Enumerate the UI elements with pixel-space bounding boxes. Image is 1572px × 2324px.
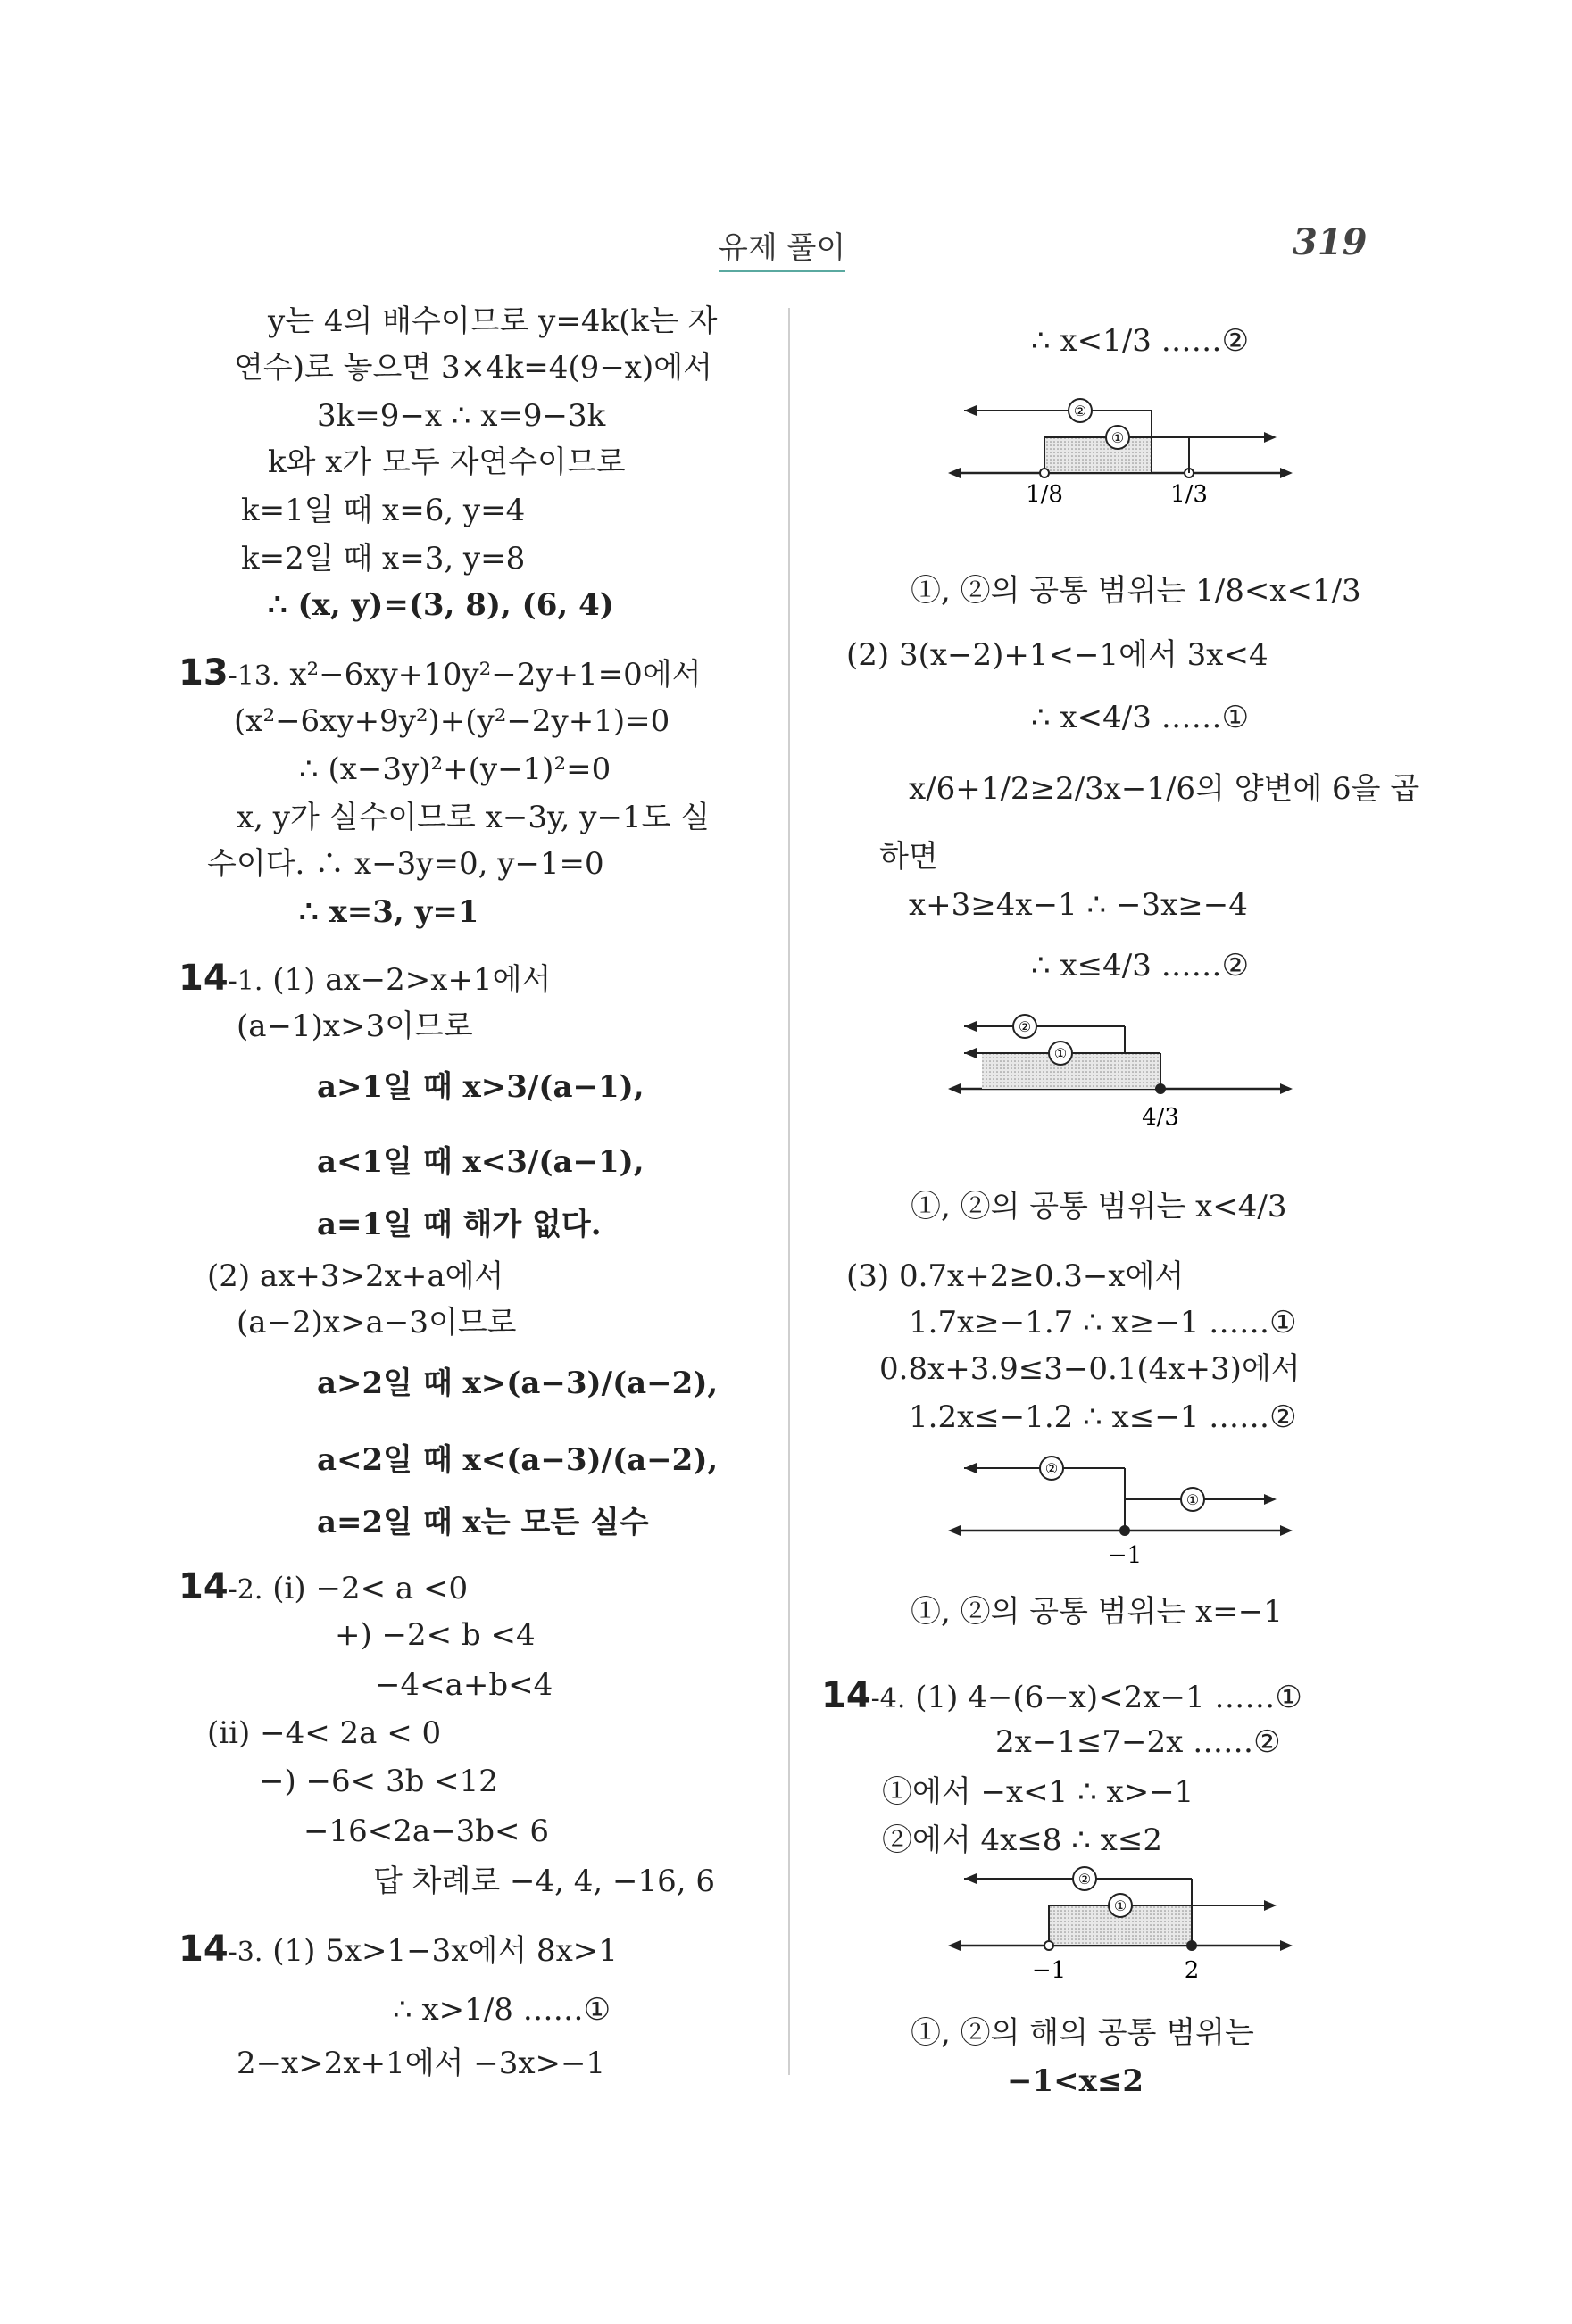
problem-subnumber: -4. [870, 1683, 906, 1714]
problem-subnumber: -3. [228, 1937, 263, 1968]
right-text-line [882, 1772, 1194, 1812]
line-text: 2−x>2x+1에서 −3x>−1 [237, 2046, 606, 2081]
svg-text:②: ② [1077, 1871, 1092, 1888]
left-text-line [179, 959, 551, 1001]
left-text-line [241, 539, 525, 578]
left-text-line [179, 1567, 468, 1610]
line-text: −1<x≤2 [1007, 2063, 1144, 2099]
line-text: a=2일 때 x는 모든 실수 [317, 1505, 649, 1540]
svg-text:②: ② [1073, 403, 1087, 419]
svg-text:①: ① [1185, 1491, 1200, 1508]
problem-number: 14 [179, 958, 229, 999]
left-text-line [317, 1503, 649, 1542]
line-text: 1.2x≤−1.2 ∴ x≤−1 ……② [909, 1399, 1297, 1435]
number-line-1 [946, 384, 1303, 544]
line-text: (2) 3(x−2)+1<−1에서 3x<4 [846, 637, 1268, 673]
line-text: y는 4의 배수이므로 y=4k(k는 자 [268, 303, 718, 339]
tick-label: −1 [1031, 1957, 1067, 1984]
left-text-line [237, 1303, 517, 1342]
right-text-line [909, 769, 1419, 809]
line-text: (1) 5x>1−3x에서 8x>1 [262, 1933, 618, 1969]
right-text-line [882, 1821, 1162, 1860]
line-text: a>2일 때 x>(a−3)/(a−2), [317, 1365, 719, 1401]
line-text: 수이다. ∴ x−3y=0, y−1=0 [207, 846, 604, 882]
tick-label: 1/8 [1026, 481, 1063, 508]
right-text-line [911, 2013, 1254, 2053]
svg-text:①: ① [1110, 429, 1125, 446]
line-text: ①, ②의 공통 범위는 x=−1 [911, 1594, 1283, 1630]
right-text-line [909, 1398, 1297, 1437]
line-text: 3k=9−x ∴ x=9−3k [317, 398, 606, 434]
tick-label: −1 [1107, 1542, 1143, 1569]
line-text: x, y가 실수이므로 x−3y, y−1도 실 [237, 800, 711, 835]
left-text-line [335, 1615, 536, 1655]
line-text: 하면 [879, 839, 938, 875]
tick-label: 1/3 [1170, 481, 1208, 508]
problem-number: 13 [179, 652, 229, 693]
line-text: (a−1)x>3이므로 [237, 1008, 473, 1044]
right-text-line [1007, 2062, 1144, 2101]
problem-number: 14 [821, 1675, 871, 1716]
line-text: a<2일 때 x<(a−3)/(a−2), [317, 1442, 719, 1478]
left-text-line [241, 491, 525, 530]
right-text-line [846, 1257, 1184, 1296]
left-text-line [317, 1364, 718, 1403]
left-text-line [317, 396, 605, 436]
column-divider [788, 308, 790, 2075]
line-text: x²−6xy+10y²−2y+1=0에서 [279, 657, 702, 693]
right-text-line [909, 1303, 1297, 1342]
line-text: k=2일 때 x=3, y=8 [241, 541, 526, 577]
left-text-line [207, 1714, 441, 1753]
problem-subnumber: -13. [228, 660, 280, 692]
problem-number: 14 [179, 1929, 229, 1970]
line-text: 답 차례로 −4, 4, −16, 6 [373, 1863, 715, 1899]
number-line-2 [946, 1000, 1303, 1160]
left-text-line [299, 892, 478, 932]
left-text-line [317, 1440, 718, 1480]
left-text-line [179, 1930, 618, 1972]
left-text-line [207, 844, 604, 884]
line-text: 1.7x≥−1.7 ∴ x≥−1 ……① [909, 1305, 1297, 1340]
right-text-line [1031, 946, 1249, 985]
line-text: (a−2)x>a−3이므로 [237, 1305, 517, 1340]
line-text: (1) 4−(6−x)<2x−1 ……① [905, 1680, 1302, 1715]
svg-text:②: ② [1044, 1460, 1059, 1477]
line-text: x/6+1/2≥2/3x−1/6의 양변에 6을 곱 [909, 771, 1420, 807]
line-text: k=1일 때 x=6, y=4 [241, 493, 526, 528]
line-text: (ii) −4< 2a < 0 [207, 1715, 442, 1751]
tick-label: 4/3 [1142, 1104, 1179, 1131]
line-text: ②에서 4x≤8 ∴ x≤2 [882, 1822, 1162, 1858]
line-text: ∴ x>1/8 ……① [393, 1992, 611, 2028]
line-text: ∴ (x−3y)²+(y−1)²=0 [299, 751, 611, 787]
right-text-line [911, 1187, 1286, 1226]
page-title: 유제 풀이 [719, 223, 845, 272]
number-line-4 [946, 1856, 1303, 1999]
line-text: (i) −2< a <0 [262, 1571, 469, 1606]
svg-text:②: ② [1018, 1018, 1032, 1035]
line-text: 0.8x+3.9≤3−0.1(4x+3)에서 [879, 1351, 1301, 1387]
right-text-line [1031, 698, 1249, 737]
left-text-line [268, 443, 626, 482]
line-text: x+3≥4x−1 ∴ −3x≥−4 [909, 887, 1248, 923]
line-text: ①, ②의 공통 범위는 x<4/3 [911, 1189, 1287, 1224]
left-text-line [234, 348, 712, 387]
left-text-line [268, 585, 614, 625]
line-text: ∴ x≤4/3 ……② [1031, 948, 1250, 984]
right-text-line [879, 1349, 1301, 1389]
line-text: 연수)로 놓으면 3×4k=4(9−x)에서 [234, 350, 712, 386]
problem-subnumber: -2. [228, 1574, 263, 1606]
line-text: −) −6< 3b <12 [259, 1764, 498, 1799]
line-text: a=1일 때 해가 없다. [317, 1207, 602, 1242]
line-text: (2) ax+3>2x+a에서 [207, 1258, 504, 1294]
right-text-line [846, 635, 1268, 675]
line-text: −4<a+b<4 [375, 1667, 553, 1703]
line-text: ①에서 −x<1 ∴ x>−1 [882, 1774, 1194, 1810]
problem-number: 14 [179, 1566, 229, 1607]
svg-text:①: ① [1113, 1897, 1127, 1914]
line-text: k와 x가 모두 자연수이므로 [268, 444, 626, 480]
left-text-line [268, 302, 717, 341]
line-text: −16<2a−3b< 6 [304, 1814, 549, 1849]
right-text-line [879, 837, 938, 876]
left-text-line [237, 2044, 605, 2083]
page-number: 319 [1293, 221, 1368, 263]
number-line-3 [946, 1441, 1303, 1584]
left-text-line [393, 1990, 611, 2029]
right-text-line [911, 571, 1361, 610]
problem-subnumber: -1. [228, 966, 263, 997]
left-text-line [234, 701, 670, 741]
left-text-line [373, 1862, 715, 1901]
line-text: +) −2< b <4 [335, 1617, 536, 1653]
left-text-line [237, 798, 710, 837]
line-text: ∴ x<1/3 ……② [1031, 323, 1250, 359]
line-text: 2x−1≤7−2x ……② [995, 1724, 1281, 1760]
line-text: ∴ x<4/3 ……① [1031, 700, 1250, 735]
right-text-line [1031, 321, 1249, 361]
line-text: a<1일 때 x<3/(a−1), [317, 1144, 645, 1180]
line-text: ①, ②의 공통 범위는 1/8<x<1/3 [911, 573, 1361, 609]
left-text-line [207, 1257, 503, 1296]
right-text-line [995, 1722, 1281, 1762]
line-text: a>1일 때 x>3/(a−1), [317, 1069, 645, 1105]
left-text-line [304, 1812, 549, 1851]
left-text-line [299, 750, 611, 789]
left-text-line [317, 1142, 645, 1182]
svg-text:①: ① [1053, 1045, 1068, 1062]
line-text: (3) 0.7x+2≥0.3−x에서 [846, 1258, 1185, 1294]
left-text-line [237, 1007, 473, 1046]
left-text-line [317, 1205, 602, 1244]
right-text-line [821, 1676, 1302, 1719]
line-text: (1) ax−2>x+1에서 [262, 962, 552, 998]
line-text: (x²−6xy+9y²)+(y²−2y+1)=0 [234, 703, 670, 739]
left-text-line [179, 653, 702, 696]
right-text-line [911, 1592, 1283, 1631]
tick-label: 2 [1184, 1957, 1200, 1984]
left-text-line [375, 1665, 553, 1705]
right-text-line [909, 885, 1248, 925]
left-text-line [259, 1762, 498, 1801]
line-text: ①, ②의 해의 공통 범위는 [911, 2015, 1254, 2051]
line-text: ∴ x=3, y=1 [299, 894, 479, 930]
line-text: ∴ (x, y)=(3, 8), (6, 4) [268, 587, 614, 623]
left-text-line [317, 1067, 645, 1107]
